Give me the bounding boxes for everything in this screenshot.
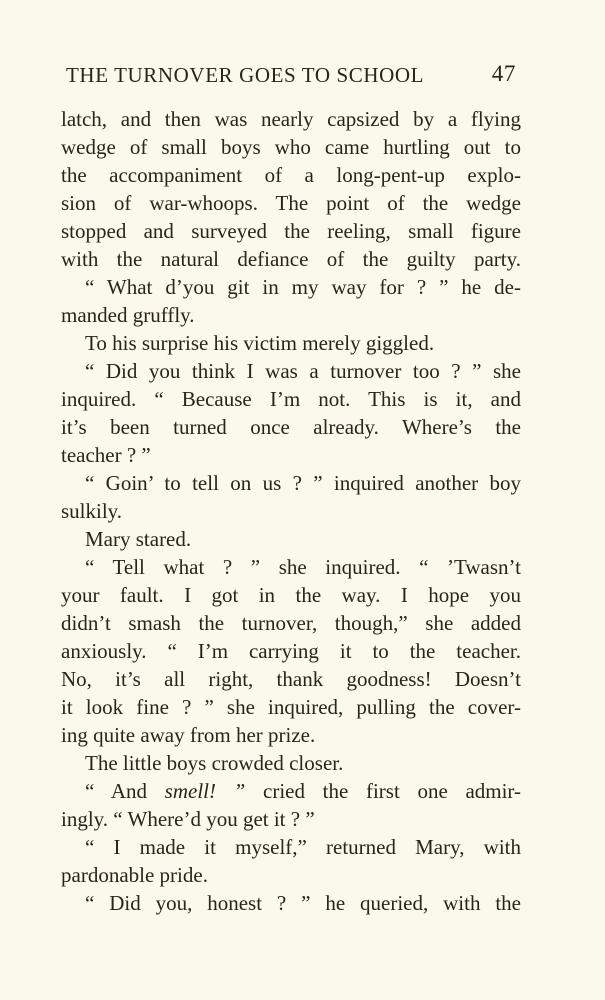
text-line: “ Did you think I was a turnover too ? ” she <box>85 359 521 383</box>
text-line: “ Did you, honest ? ” he queried, with the <box>85 891 521 915</box>
text-line: Mary stared. <box>85 527 192 551</box>
text-line: “ Goin’ to tell on us ? ” inquired another boy <box>85 471 521 495</box>
text-line: “ I made it myself,” returned Mary, with <box>85 835 521 859</box>
text-line: it look fine ? ” she inquired, pulling the cover- <box>61 695 521 719</box>
text-line: pardonable pride. <box>61 863 208 887</box>
text-line: wedge of small boys who came hurtling out to <box>61 135 521 159</box>
text-line: the accompaniment of a long-pent-up explo- <box>61 163 521 187</box>
text-line: latch, and then was nearly capsized by a flying <box>61 107 521 131</box>
text-line: No, it’s all right, thank goodness! Doesn’t <box>61 667 521 691</box>
text-line: ing quite away from her prize. <box>61 723 316 747</box>
text-line: The little boys crowded closer. <box>85 751 344 775</box>
text-line: teacher ? ” <box>61 443 151 467</box>
text-line: didn’t smash the turnover, though,” she added <box>61 611 521 635</box>
text-line: your fault. I got in the way. I hope you <box>61 583 521 607</box>
italic-text: smell! ” <box>164 779 246 803</box>
text-line: anxiously. “ I’m carrying it to the teacher. <box>61 639 521 663</box>
running-head <box>62 57 522 91</box>
text-line: “ Tell what ? ” she inquired. “ ’Twasn’t <box>85 555 521 579</box>
page-number: 47 <box>491 61 516 86</box>
running-head-title: THE TURNOVER GOES TO SCHOOL <box>66 63 425 87</box>
text-line-with-italic <box>61 777 521 805</box>
text-line: ingly. “ Where’d you get it ? ” <box>61 807 315 831</box>
text-line: with the natural defiance of the guilty party. <box>61 247 521 271</box>
text-line: To his surprise his victim merely giggled. <box>85 331 435 355</box>
text-line: it’s been turned once already. Where’s the <box>61 415 521 439</box>
text-line: sion of war-whoops. The point of the wedge <box>61 191 521 215</box>
text-line: sulkily. <box>61 499 123 523</box>
text-segment: “ And <box>85 779 165 803</box>
text-line: stopped and surveyed the reeling, small figure <box>61 219 521 243</box>
text-line: “ What d’you git in my way for ? ” he de- <box>85 275 521 299</box>
text-line: inquired. “ Because I’m not. This is it, and <box>61 387 521 411</box>
text-line: manded gruffly. <box>61 303 195 327</box>
body-text <box>61 105 521 917</box>
text-segment: cried the first one admir- <box>245 779 522 803</box>
